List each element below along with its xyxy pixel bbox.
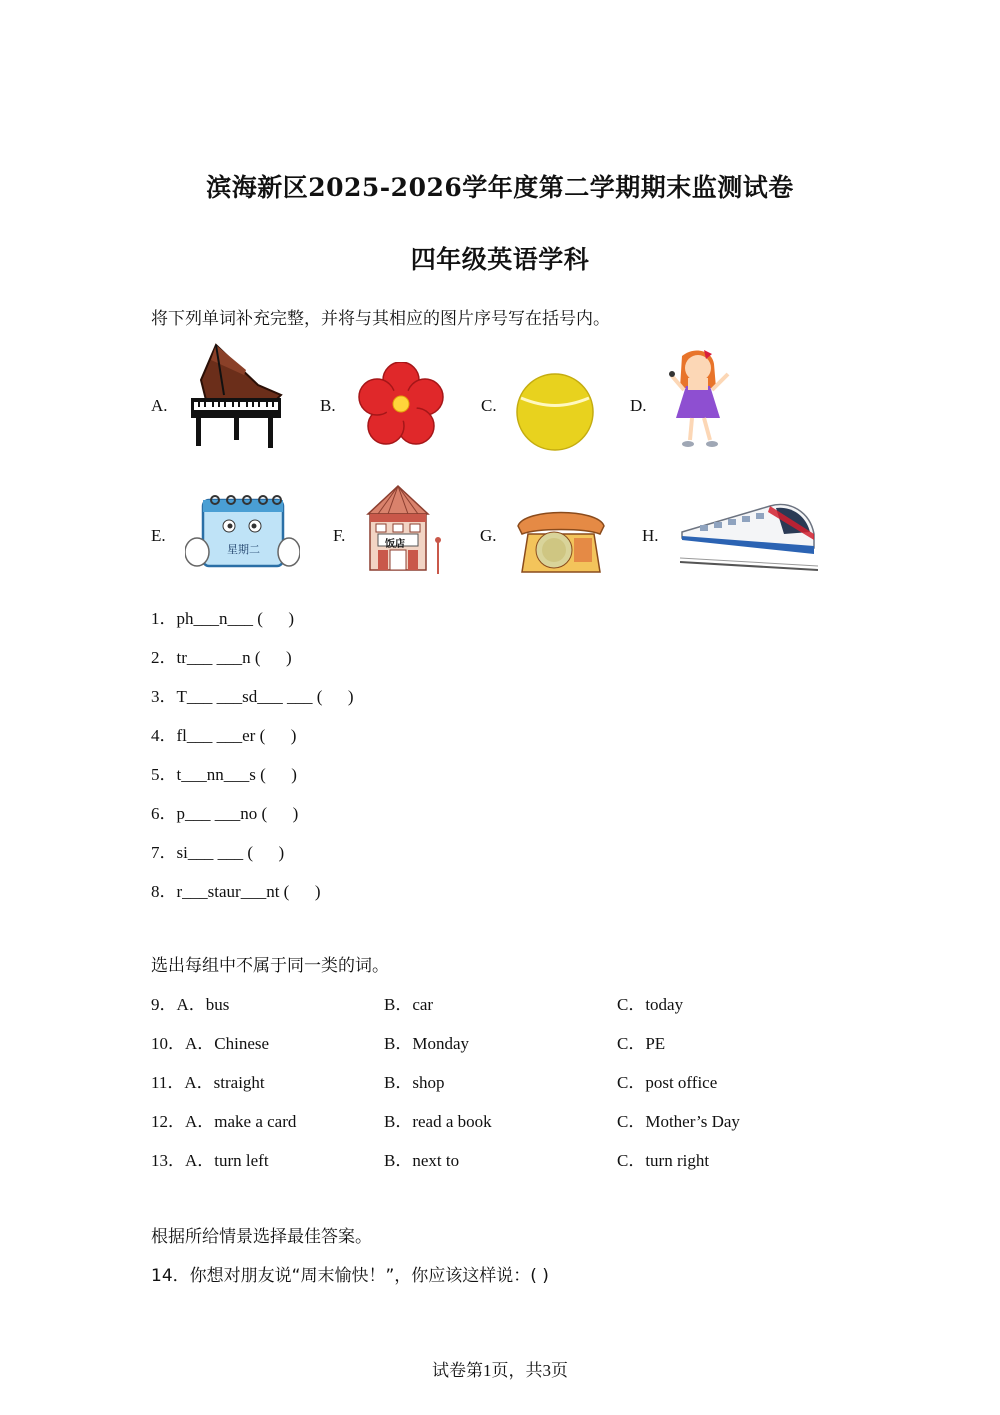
fill-word-item-7: 7．si___ ___ ( ) [151,843,285,862]
fill-word-item-1: 1．ph___n___ ( ) [151,609,295,628]
question-9-option-a: 9．A．bus [151,995,230,1014]
fill-word-item-3: 3．T___ ___sd___ ___ ( ) [151,687,354,706]
picture-letter-d: D. [630,396,647,415]
footer-page-number: 1 [483,1361,492,1380]
footer-suffix: 页 [551,1361,568,1381]
page-title: 滨海新区2025-2026学年度第二学期期末监测试卷 [206,173,794,202]
flower-icon [358,362,444,448]
singing-girl-icon [664,348,736,450]
footer-total-pages: 3 [542,1361,551,1380]
restaurant-label: 饭店 [385,539,405,550]
fill-word-item-6: 6．p___ ___no ( ) [151,804,299,823]
fill-word-item-8: 8．r___staur___nt ( ) [151,882,321,901]
piano-icon [186,340,286,450]
question-11-option-a: 11．A．straight [151,1073,265,1092]
question-11-option-c: C．post office [617,1073,718,1092]
picture-letter-g: G. [480,526,497,545]
section1-instruction: 将下列单词补充完整，并将与其相应的图片序号写在括号内。 [151,309,610,329]
page-subtitle: 四年级英语学科 [410,245,590,274]
question-13-option-b: B．next to [384,1151,460,1170]
picture-letter-b: B. [320,396,336,415]
question-10-option-a: 10．A．Chinese [151,1034,270,1053]
fill-word-item-2: 2．tr___ ___n ( ) [151,648,292,667]
picture-letter-h: H. [642,526,659,545]
fill-word-item-4: 4．fl___ ___er ( ) [151,726,297,745]
footer-prefix: 试卷第 [432,1361,483,1381]
section3-instruction: 根据所给情景选择最佳答案。 [151,1227,372,1247]
picture-letter-c: C. [481,396,497,415]
question-14: 14．你想对朋友说“周末愉快！”，你应该这样说：( ) [151,1266,549,1286]
picture-letter-e: E. [151,526,166,545]
question-11-option-b: B．shop [384,1073,445,1092]
restaurant-icon [364,484,444,576]
footer-mid: 页，共 [491,1361,543,1381]
calendar-label: 星期二 [227,543,260,556]
section2-instruction: 选出每组中不属于同一类的词。 [151,956,389,976]
question-12-option-b: B．read a book [384,1112,492,1131]
fill-word-item-5: 5．t___nn___s ( ) [151,765,297,784]
tennis-ball-icon [515,372,595,452]
telephone-icon [514,504,608,576]
question-12-option-a: 12．A．make a card [151,1112,297,1131]
question-13-option-c: C．turn right [617,1151,710,1170]
picture-letter-a: A. [151,396,168,415]
question-13-option-a: 13．A．turn left [151,1151,269,1170]
question-10-option-b: B．Monday [384,1034,469,1053]
question-9-option-b: B．car [384,995,434,1014]
train-icon [680,498,818,574]
picture-letter-f: F. [333,526,346,545]
question-9-option-c: C．today [617,995,684,1014]
page-footer [0,1356,1000,1381]
calendar-tuesday-icon [185,494,300,576]
question-10-option-c: C．PE [617,1034,666,1053]
question-12-option-c: C．Mother’s Day [617,1112,740,1131]
